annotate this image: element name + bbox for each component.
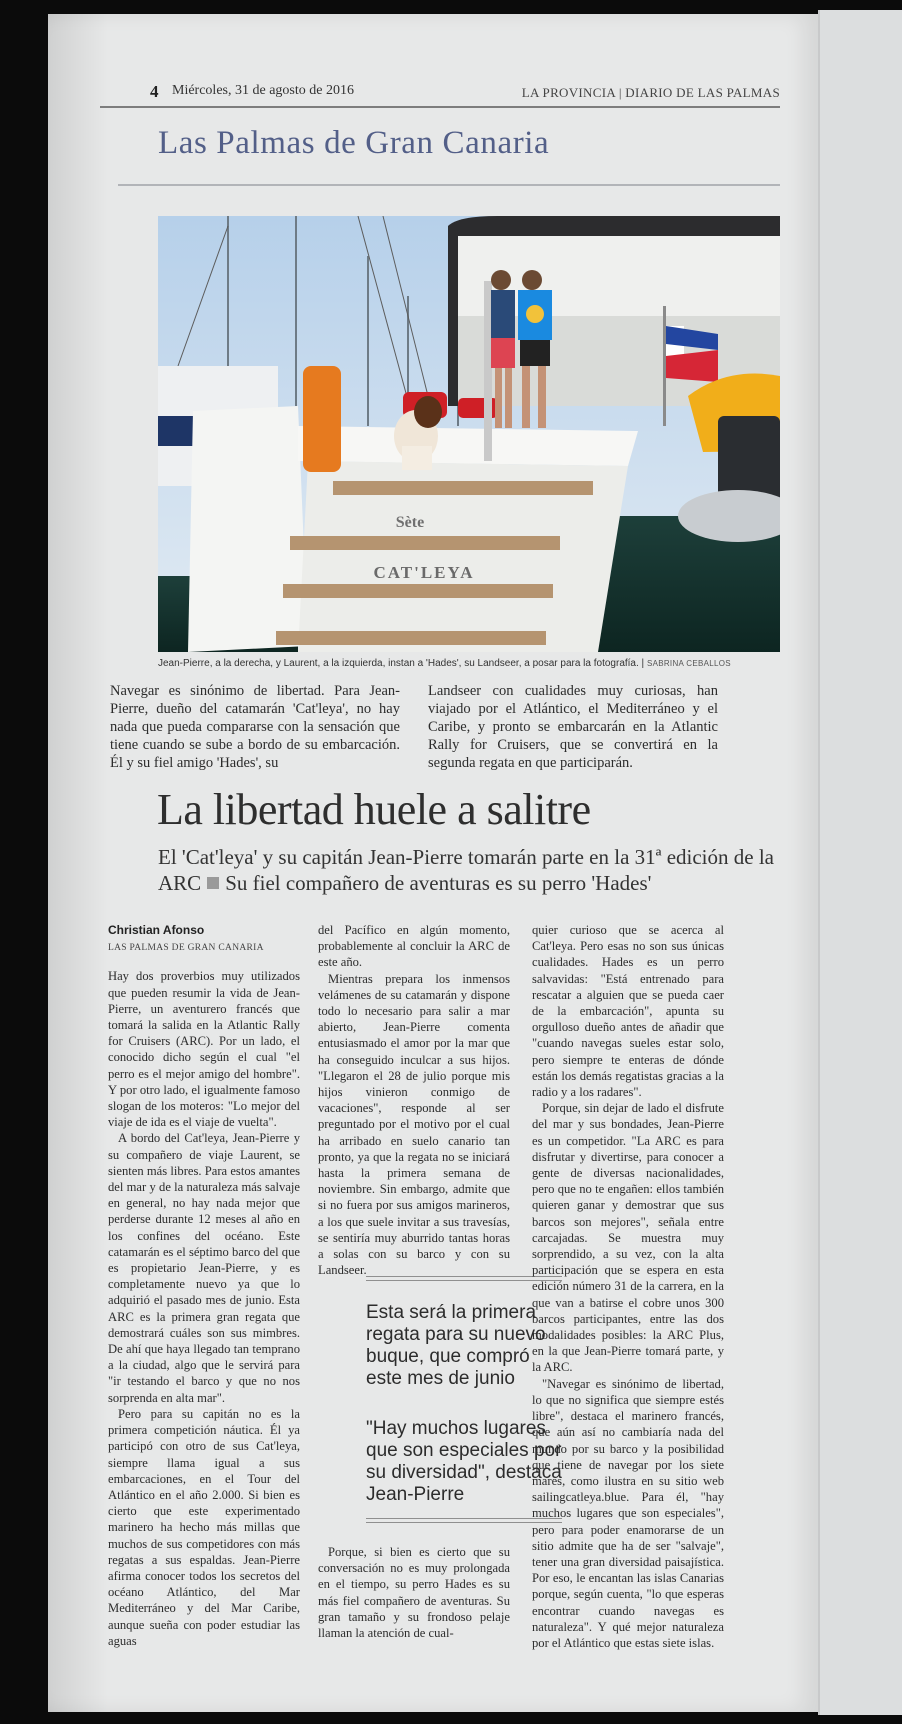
subhead-part-2: Su fiel compañero de aventuras es su perro 'Hades' <box>225 871 652 895</box>
body-paragraph: Mientras prepara los inmensos velámenes de su catamarán y dispone todo lo necesario para salir a mar abierto, Jean-Pierre comenta entusiasmado el amor por la mar que ha conseguido inculcar a sus hijos. "Llegaron el 28 de julio porque mis hijos vinieron conmigo de vacaciones", responde al ser preguntado por el motivo por el cual ha arribado en suelo canario tan pronto, ya que la regata no se iniciará hasta la primera semana de noviembre. Sin embargo, admite que si no fuera por sus amigos marineros, a los que suele invitar a sus travesías, se sentiría muy aburrido tantas horas a solas con su barco y con su Landseer. <box>318 971 510 1278</box>
publication-name: LA PROVINCIA | DIARIO DE LAS PALMAS <box>521 85 780 100</box>
byline-author: Christian Afonso <box>108 923 205 937</box>
section-rule <box>118 184 780 186</box>
lead-paragraph-left: Navegar es sinónimo de libertad. Para Jean-Pierre, dueño del catamarán 'Cat'leya', no hay nada que pueda compararse con la sensación que tiene cuando se sube a bordo de su embarcación. Él y su fiel amigo 'Hades', su <box>110 683 400 771</box>
photo-caption <box>158 658 780 669</box>
boat-name-catleya: CAT'LEYA <box>373 563 475 582</box>
article-subhead <box>158 844 778 896</box>
caption-text: Jean-Pierre, a la derecha, y Laurent, a la izquierda, instan a 'Hades', su Landseer, a posar para la fotografía. | <box>158 658 645 669</box>
body-paragraph: Porque, sin dejar de lado el disfrute del mar y sus bondades, Jean-Pierre es un competidor. "La ARC es para disfrutar y divertirse, para conocer a gente de diversas nacionalidades, pero que no te engañen: ellos también quieren ganar y demostrar que sus barcos son mejores", señala entre carcajadas. Se muestra muy sorprendido, a su vez, con la alta participación que se espera en esta edición número 31 de la carrera, en la que van a batirse el cobre unos 300 barcos participantes, entre las dos modalidades posibles: la ARC Plus, en la que Jean-Pierre tomará parte, y la ARC. <box>532 1101 724 1375</box>
boat-name-sete: Sète <box>395 514 425 531</box>
article-column-2-continued <box>318 1544 510 1641</box>
page-gutter-shadow <box>48 14 108 1712</box>
adjacent-page <box>818 10 902 1715</box>
section-title: Las Palmas de Gran Canaria <box>158 125 550 161</box>
lead-paragraph-right: Landseer con cualidades muy curiosas, han viajado por el Atlántico, el Mediterráneo y el Caribe, y pronto se embarcarán en la Atlantic Rally for Cruisers, que se convertirá en la segunda regata en que participarán. <box>428 683 718 771</box>
newspaper-page <box>48 14 818 1712</box>
pull-quote-2: "Hay muchos lugares que son especiales por su diversidad", destaca Jean-Pierre <box>366 1418 562 1505</box>
body-paragraph: Pero para su capitán no es la primera competición náutica. Él ya participó con otro de sus Cat'leya, siempre llama igual a sus embarcaciones, en el Tour del Atlántico en el año 2.000. Si bien es cierto que este experimentado marinero ha hecho más millas que muchos de sus competidores con más regatas a sus espaldas. Jean-Pierre afirma conocer todos los secretos del océano Atlántico, del Mar Mediterráneo y del Mar Caribe, aunque sueña con poder estudiar las aguas <box>108 1406 300 1648</box>
body-paragraph: Hay dos proverbios muy utilizados que pueden resumir la vida de Jean-Pierre, un aventurero francés que tomará la salida en la Atlantic Rally for Cruisers (ARC). Por un lado, el conocido dicho según el cual "el perro es el mejor amigo del hombre". Y por otro lado, el igualmente famoso slogan de los moteros: "Lo mejor del viaje de ida es el viaje de vuelta". <box>108 969 300 1130</box>
body-paragraph: "Navegar es sinónimo de libertad, lo que no significa que siempre estés libre", destaca el marinero francés, que aún así no cambiaría nada del mundo por su barco y la posibilidad que tiene de navegar por los siete mares, como ilustra en su sitio web sailingcatleya.blue. Para él, "hay muchos lugares que son especiales", pero para poder enamorarse de un sitio admite que ha de ser "salvaje", tener una gran diversidad paisajística. Por eso, le encantan las islas Canarias porque, según cuenta, "lo que esperas encontrar cuando navegas es naturaleza". Y qué mejor naturaleza por el Atlántico que estas siete islas. <box>532 1376 724 1650</box>
page-number: 4 <box>150 82 159 101</box>
article-headline: La libertad huele a salitre <box>157 785 591 834</box>
body-paragraph: A bordo del Cat'leya, Jean-Pierre y su compañero de viaje Laurent, se sienten más libres. Para estos amantes del mar y de la naturaleza más salvaje en general, no hay nada mejor que perderse durante 12 meses al año en los confines del océano. Este catamarán es el séptimo barco del que es propietario Jean-Pierre, y es completamente nuevo ya que lo adquirió el pasado mes de junio. Esta ARC es la primera gran regata que demostrará cuáles son sus mimbres. De ahí que haya llegado tan temprano a la ciudad, algo que le servirá para "ir testando el barco y que no nos sorprenda en alta mar". <box>108 1131 300 1405</box>
photo-credit: SABRINA CEBALLOS <box>646 659 731 668</box>
article-column-2 <box>318 922 510 1278</box>
body-paragraph: del Pacífico en algún momento, probablemente al concluir la ARC de este año. <box>318 923 510 970</box>
byline-location: LAS PALMAS DE GRAN CANARIA <box>108 943 264 954</box>
pull-quote-1: Esta será la primera regata para su nuevo buque, que compró este mes de junio <box>366 1302 546 1389</box>
body-paragraph: Porque, si bien es cierto que su conversación no es muy prolongada en el tiempo, su perro Hades es su más fiel compañero de aventuras. Su gran tamaño y su frondoso pelaje llaman la atención de cual- <box>318 1545 510 1641</box>
article-column-1 <box>108 922 300 1649</box>
article-photo <box>158 216 780 652</box>
issue-date: Miércoles, 31 de agosto de 2016 <box>172 83 354 98</box>
body-paragraph: quier curioso que se acerca al Cat'leya. Pero esas no son sus únicas cualidades. Hades es un perro salvavidas: "Está entrenado para rescatar a alguien que se pueda caer de la embarcación", apunta su orgulloso dueño antes de añadir que "cuando navegas sueles estar solo, pero siempre te enteras de dónde están los demás regatistas gracias a la radio y a los radares". <box>532 923 724 1100</box>
catamaran-photo-illustration <box>158 216 780 652</box>
page-header <box>100 70 780 108</box>
subhead-part-1: El 'Cat'leya' y su capitán Jean-Pierre tomarán parte en la 31ª edición de la ARC <box>158 845 774 895</box>
subhead-separator <box>207 877 219 889</box>
article-column-3 <box>532 922 724 1651</box>
